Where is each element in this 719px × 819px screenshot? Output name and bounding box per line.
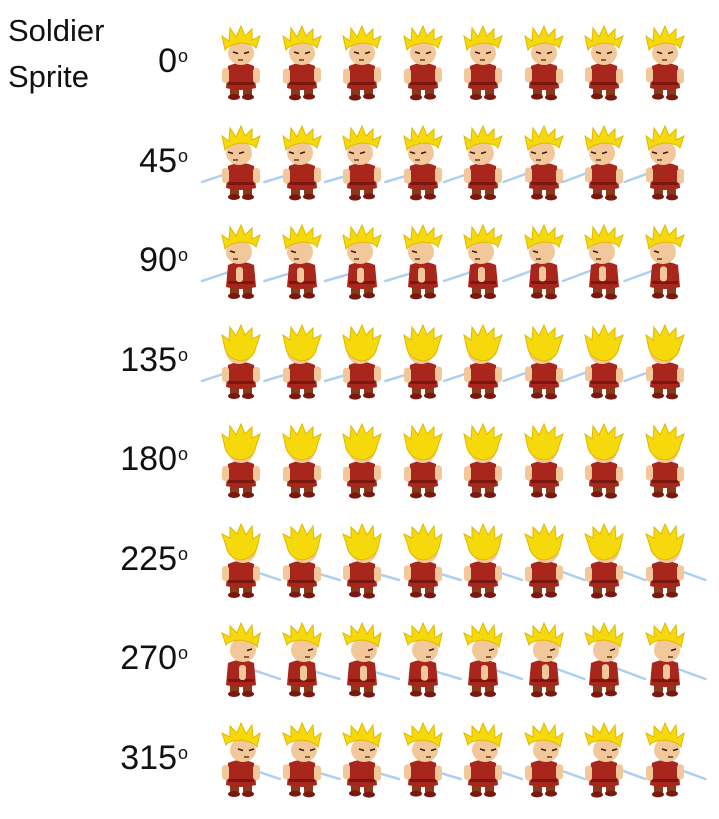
soldier-sprite-frame (337, 723, 387, 799)
soldier-icon (640, 26, 690, 102)
sprite-row-180 (0, 420, 719, 520)
soldier-sprite-frame (458, 26, 508, 102)
soldier-sprite-frame (337, 424, 387, 500)
soldier-icon (337, 723, 387, 799)
soldier-icon (519, 723, 569, 799)
angle-value: 225 (120, 540, 177, 578)
title-line-2: Sprite (8, 59, 89, 94)
soldier-sprite-frame (216, 524, 266, 600)
angle-label (120, 534, 188, 579)
soldier-icon (398, 126, 448, 202)
soldier-sprite-frame (640, 225, 690, 301)
soldier-sprite-frame (519, 524, 569, 600)
soldier-sprite-frame (519, 26, 569, 102)
soldier-sprite-frame (398, 126, 448, 202)
soldier-sprite-frame (216, 424, 266, 500)
soldier-sprite-frame (640, 126, 690, 202)
angle-value: 270 (120, 639, 177, 677)
soldier-sprite-frame (216, 623, 266, 699)
angle-label (120, 633, 188, 678)
degree-symbol: o (177, 46, 188, 66)
soldier-sprite-frame (216, 325, 266, 401)
degree-symbol: o (177, 544, 188, 564)
soldier-icon (519, 126, 569, 202)
soldier-icon (519, 225, 569, 301)
soldier-icon (458, 424, 508, 500)
soldier-icon (398, 524, 448, 600)
soldier-icon (337, 424, 387, 500)
soldier-icon (579, 325, 629, 401)
degree-symbol: o (177, 345, 188, 365)
soldier-icon (640, 723, 690, 799)
soldier-sprite-frame (579, 325, 629, 401)
sprite-row-135 (0, 321, 719, 421)
soldier-sprite-frame (579, 723, 629, 799)
soldier-sprite-frame (579, 524, 629, 600)
soldier-sprite-frame (458, 325, 508, 401)
soldier-sprite-frame (277, 723, 327, 799)
soldier-sprite-frame (277, 424, 327, 500)
angle-label (120, 733, 188, 778)
soldier-sprite-frame (519, 424, 569, 500)
soldier-icon (277, 623, 327, 699)
soldier-sprite-frame (398, 723, 448, 799)
soldier-sprite-frame (398, 623, 448, 699)
soldier-icon (579, 126, 629, 202)
soldier-icon (398, 325, 448, 401)
soldier-icon (337, 325, 387, 401)
soldier-icon (640, 524, 690, 600)
soldier-sprite-frame (337, 623, 387, 699)
soldier-icon (216, 225, 266, 301)
title-line-1: Soldier (8, 13, 105, 48)
soldier-icon (519, 325, 569, 401)
sprite-row-0 (0, 22, 719, 122)
soldier-sprite-frame (277, 126, 327, 202)
soldier-icon (640, 225, 690, 301)
soldier-sprite-frame (640, 623, 690, 699)
soldier-sprite-frame (519, 225, 569, 301)
soldier-icon (337, 126, 387, 202)
soldier-sprite-frame (579, 424, 629, 500)
soldier-sprite-frame (398, 325, 448, 401)
soldier-icon (216, 126, 266, 202)
soldier-sprite-frame (640, 723, 690, 799)
soldier-sprite-frame (216, 26, 266, 102)
angle-label (120, 434, 188, 479)
angle-value: 135 (120, 341, 177, 379)
soldier-sprite-frame (337, 325, 387, 401)
angle-value: 0 (158, 42, 177, 80)
soldier-icon (337, 623, 387, 699)
soldier-icon (579, 26, 629, 102)
soldier-icon (277, 325, 327, 401)
soldier-sprite-frame (216, 126, 266, 202)
soldier-sprite-frame (458, 723, 508, 799)
soldier-icon (640, 126, 690, 202)
soldier-sprite-frame (398, 424, 448, 500)
soldier-sprite-frame (337, 225, 387, 301)
soldier-icon (216, 723, 266, 799)
soldier-sprite-frame (458, 126, 508, 202)
soldier-icon (579, 723, 629, 799)
soldier-icon (458, 126, 508, 202)
soldier-sprite-frame (579, 623, 629, 699)
soldier-sprite-frame (458, 623, 508, 699)
soldier-icon (458, 225, 508, 301)
sprite-row-45 (0, 122, 719, 222)
soldier-icon (519, 524, 569, 600)
soldier-sprite-frame (519, 126, 569, 202)
soldier-icon (337, 225, 387, 301)
soldier-icon (398, 623, 448, 699)
soldier-sprite-frame (398, 225, 448, 301)
degree-symbol: o (177, 245, 188, 265)
soldier-sprite-frame (398, 26, 448, 102)
soldier-sprite-frame (216, 723, 266, 799)
soldier-icon (458, 623, 508, 699)
soldier-sprite-frame (277, 26, 327, 102)
soldier-sprite-frame (337, 126, 387, 202)
soldier-sprite-frame (458, 424, 508, 500)
soldier-icon (337, 26, 387, 102)
soldier-sprite-frame (579, 126, 629, 202)
sprite-row-90 (0, 221, 719, 321)
soldier-sprite-frame (640, 524, 690, 600)
soldier-icon (216, 325, 266, 401)
sprite-row-315 (0, 719, 719, 819)
soldier-icon (277, 225, 327, 301)
soldier-icon (519, 424, 569, 500)
soldier-icon (398, 225, 448, 301)
soldier-icon (640, 325, 690, 401)
soldier-icon (579, 225, 629, 301)
soldier-icon (579, 424, 629, 500)
soldier-sprite-frame (277, 225, 327, 301)
soldier-icon (458, 723, 508, 799)
angle-label (158, 36, 188, 81)
sprite-row-225 (0, 520, 719, 620)
degree-symbol: o (177, 444, 188, 464)
angle-value: 45 (139, 142, 177, 180)
soldier-icon (579, 524, 629, 600)
soldier-sprite-frame (337, 524, 387, 600)
soldier-icon (640, 623, 690, 699)
soldier-sprite-frame (640, 325, 690, 401)
soldier-sprite-frame (640, 424, 690, 500)
soldier-icon (337, 524, 387, 600)
angle-label (139, 235, 188, 280)
soldier-sprite-frame (579, 225, 629, 301)
soldier-sprite-frame (398, 524, 448, 600)
soldier-sprite-frame (458, 225, 508, 301)
soldier-sprite-frame (277, 524, 327, 600)
soldier-icon (458, 524, 508, 600)
soldier-icon (277, 723, 327, 799)
angle-label (139, 136, 188, 181)
soldier-sprite-frame (640, 26, 690, 102)
soldier-icon (519, 26, 569, 102)
soldier-icon (640, 424, 690, 500)
angle-value: 90 (139, 241, 177, 279)
angle-value: 180 (120, 440, 177, 478)
degree-symbol: o (177, 743, 188, 763)
soldier-icon (277, 26, 327, 102)
soldier-sprite-frame (216, 225, 266, 301)
soldier-icon (519, 623, 569, 699)
soldier-icon (216, 424, 266, 500)
soldier-icon (579, 623, 629, 699)
soldier-icon (398, 424, 448, 500)
soldier-icon (216, 26, 266, 102)
soldier-sprite-frame (519, 723, 569, 799)
soldier-icon (277, 126, 327, 202)
soldier-icon (216, 623, 266, 699)
degree-symbol: o (177, 146, 188, 166)
soldier-sprite-frame (277, 623, 327, 699)
angle-label (120, 335, 188, 380)
soldier-icon (216, 524, 266, 600)
soldier-icon (277, 524, 327, 600)
soldier-icon (458, 325, 508, 401)
angle-value: 315 (120, 739, 177, 777)
soldier-sprite-frame (519, 325, 569, 401)
soldier-sprite-frame (337, 26, 387, 102)
soldier-icon (398, 26, 448, 102)
soldier-sprite-frame (458, 524, 508, 600)
soldier-icon (398, 723, 448, 799)
soldier-sprite-frame (519, 623, 569, 699)
soldier-sprite-frame (277, 325, 327, 401)
soldier-icon (277, 424, 327, 500)
soldier-icon (458, 26, 508, 102)
sprite-row-270 (0, 619, 719, 719)
degree-symbol: o (177, 643, 188, 663)
soldier-sprite-frame (579, 26, 629, 102)
